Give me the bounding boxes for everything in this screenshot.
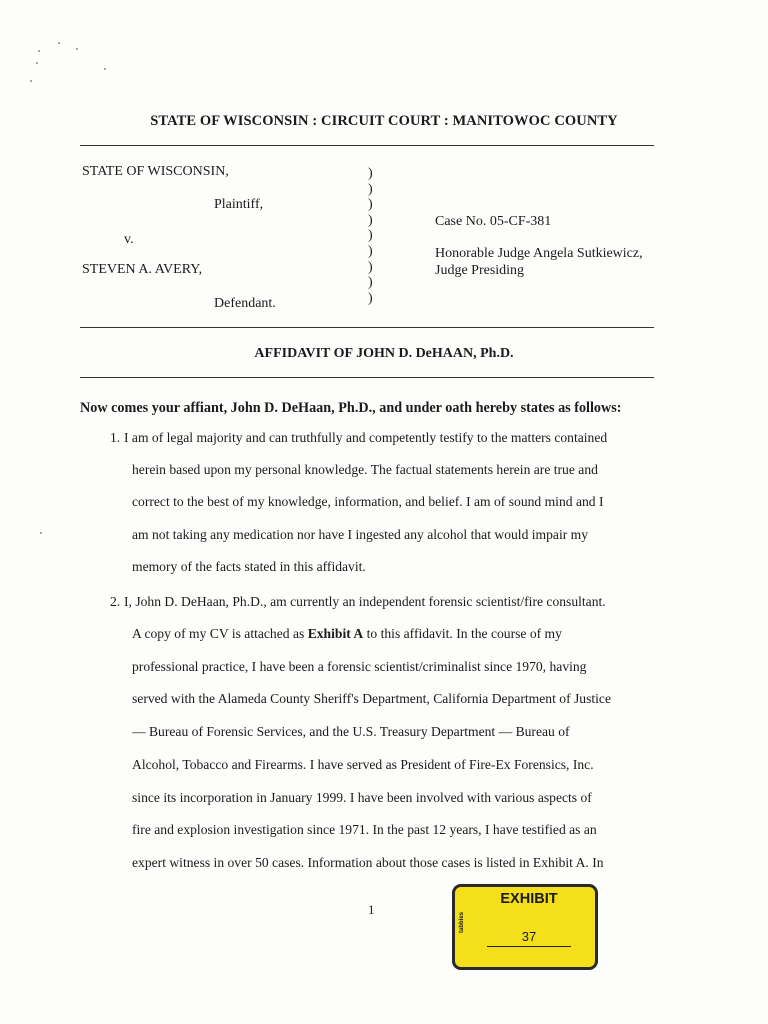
judge-name: Honorable Judge Angela Sutkiewicz,: [435, 246, 643, 261]
exhibit-sticker-brand: tabbies: [459, 911, 465, 933]
paragraph-line: I am of legal majority and can truthfully and competently testify to the matters contained: [124, 430, 608, 445]
scan-speck: [30, 80, 32, 82]
scan-speck: [40, 532, 42, 534]
paren: ): [368, 243, 373, 259]
paren: ): [368, 290, 373, 306]
paragraph-line: memory of the facts stated in this affidavit.: [132, 559, 366, 574]
caption-rule: [80, 327, 654, 328]
paragraph-line: herein based upon my personal knowledge. The factual statements herein are true and: [132, 462, 598, 477]
plaintiff-role: Plaintiff,: [214, 197, 264, 212]
paragraph-line: am not taking any medication nor have I ingested any alcohol that would impair my: [132, 527, 589, 542]
line-text: A copy of my CV is attached as: [132, 626, 308, 641]
versus-text: v.: [124, 232, 134, 247]
paragraph-number: 2.: [110, 594, 121, 609]
paren: ): [368, 228, 373, 244]
paragraph-line: professional practice, I have been a forensic scientist/criminalist since 1970, having: [132, 659, 587, 674]
exhibit-sticker-line: [487, 946, 571, 947]
line-text: to this affidavit. In the course of my: [363, 626, 562, 641]
header-rule: [80, 145, 654, 146]
plaintiff-name: STATE OF WISCONSIN,: [82, 164, 229, 179]
scan-speck: [38, 50, 40, 52]
exhibit-sticker: [452, 884, 598, 970]
paragraph-line: expert witness in over 50 cases. Information about those cases is listed in Exhibit A. In: [132, 855, 604, 870]
judge-presiding: Judge Presiding: [435, 263, 525, 278]
defendant-name: STEVEN A. AVERY,: [82, 262, 203, 277]
paragraph-line: fire and explosion investigation since 1971. In the past 12 years, I have testified as an: [132, 822, 597, 837]
paren: ): [368, 259, 373, 275]
scan-speck: [76, 48, 78, 50]
scan-speck: [104, 68, 106, 70]
page-number: 1: [368, 902, 375, 917]
intro-statement: Now comes your affiant, John D. DeHaan, Ph.D., and under oath hereby states as follows:: [80, 400, 622, 416]
case-number: Case No. 05-CF-381: [435, 214, 552, 229]
caption-parentheses: [368, 166, 380, 306]
paragraph-line: [132, 626, 562, 642]
paren: ): [368, 166, 373, 181]
affidavit-title: AFFIDAVIT OF JOHN D. DeHAAN, Ph.D.: [254, 346, 514, 361]
paragraph-line: I, John D. DeHaan, Ph.D., am currently an independent forensic scientist/fire consultant.: [124, 594, 606, 609]
paren: ): [368, 275, 373, 291]
title-rule: [80, 377, 654, 378]
scan-speck: [36, 62, 38, 64]
paren: ): [368, 197, 373, 213]
paragraph-line: Alcohol, Tobacco and Firearms. I have served as President of Fire-Ex Forensics, Inc.: [132, 757, 594, 772]
exhibit-reference: Exhibit A: [307, 626, 364, 641]
exhibit-sticker-title: EXHIBIT: [500, 891, 558, 907]
paragraph-line: since its incorporation in January 1999. I have been involved with various aspects of: [132, 790, 592, 805]
paren: ): [368, 181, 373, 197]
scan-speck: [58, 42, 60, 44]
defendant-role: Defendant.: [214, 296, 276, 311]
exhibit-sticker-number: 37: [521, 929, 537, 944]
paragraph-line: correct to the best of my knowledge, information, and belief. I am of sound mind and I: [132, 494, 604, 509]
paragraph-line: — Bureau of Forensic Services, and the U.S. Treasury Department — Bureau of: [132, 724, 570, 739]
paren: ): [368, 212, 373, 228]
paragraph-line: served with the Alameda County Sheriff's Department, California Department of Justice: [132, 691, 611, 706]
paragraph-number: 1.: [110, 430, 121, 445]
court-header: STATE OF WISCONSIN : CIRCUIT COURT : MANITOWOC COUNTY: [150, 113, 618, 129]
